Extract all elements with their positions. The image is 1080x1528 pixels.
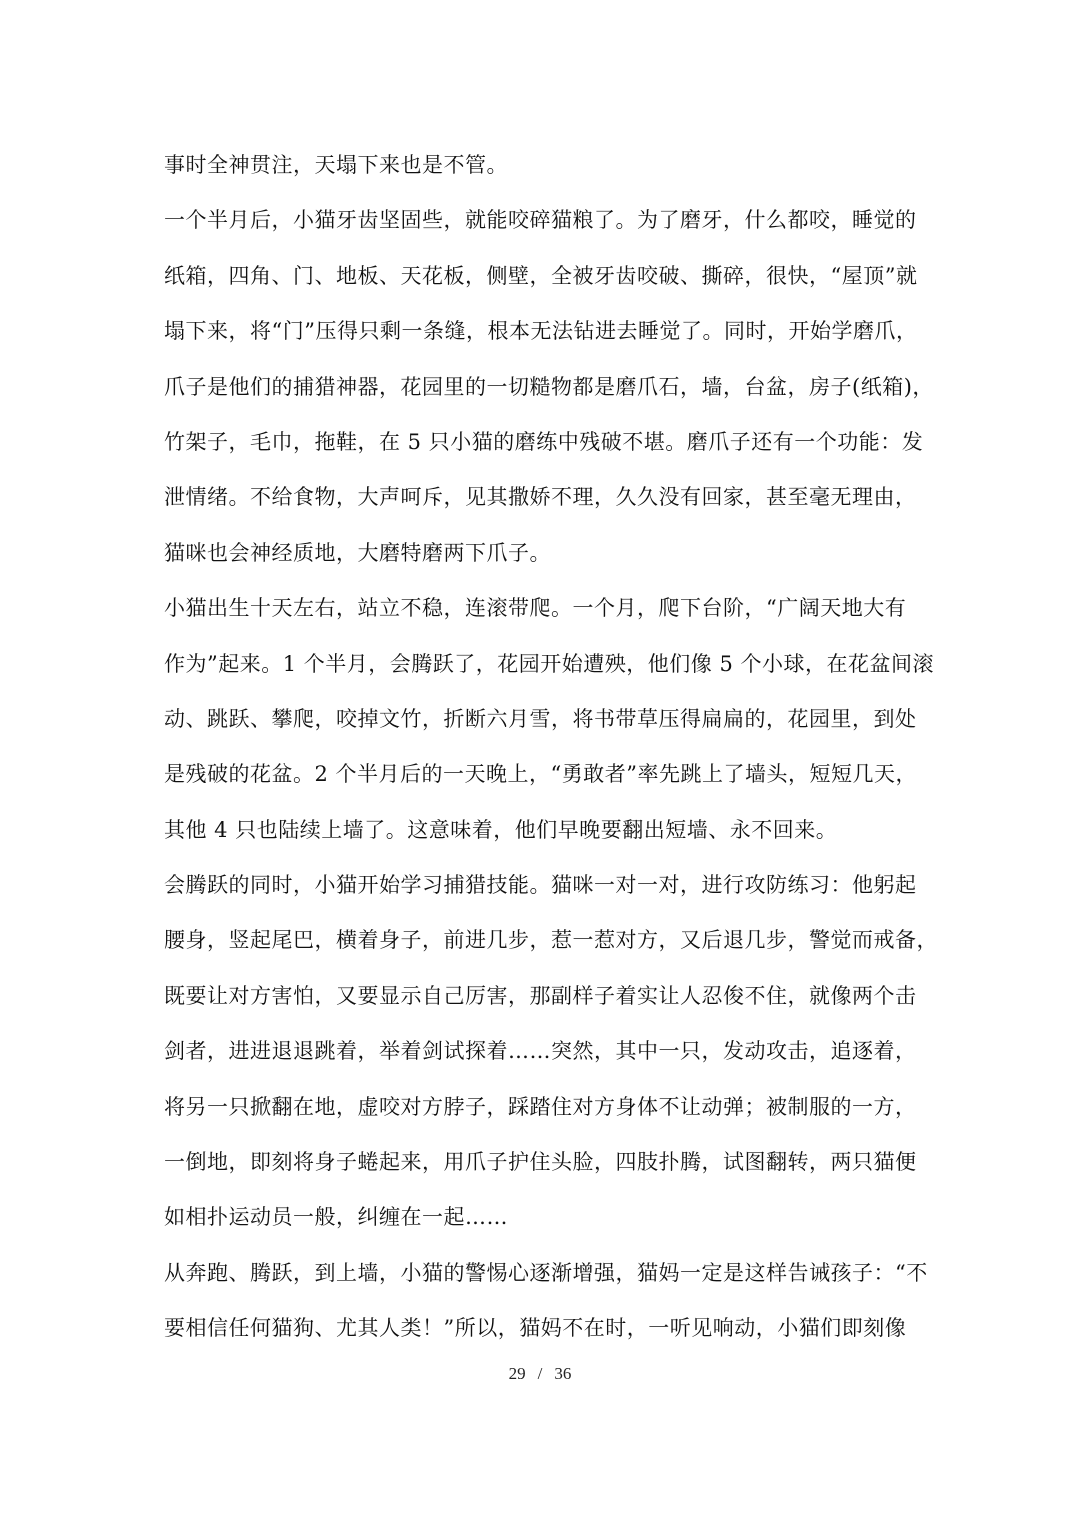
text-line: 作为”起来。1 个半月，会腾跃了，花园开始遭殃，他们像 5 个小球，在花盆间滚 bbox=[164, 651, 934, 676]
text-line: 猫咪也会神经质地，大磨特磨两下爪子。 bbox=[164, 540, 551, 565]
text-line: 爪子是他们的捕猎神器，花园里的一切糙物都是磨爪石，墙，台盆，房子(纸箱)， bbox=[164, 374, 934, 399]
text-line: 纸箱，四角、门、地板、天花板，侧壁，全被牙齿咬破、撕碎，很快，“屋顶”就 bbox=[164, 263, 918, 288]
text-line: 其他 4 只也陆续上墙了。这意味着，他们早晚要翻出短墙、永不回来。 bbox=[164, 817, 838, 842]
text-line: 塌下来，将“门”压得只剩一条缝，根本无法钻进去睡觉了。同时，开始学磨爪， bbox=[164, 319, 918, 344]
text-line: 动、跳跃、攀爬，咬掉文竹，折断六月雪，将书带草压得扁扁的，花园里，到处 bbox=[164, 706, 917, 731]
text-line: 小猫出生十天左右，站立不稳，连滚带爬。一个月，爬下台阶，“广阔天地大有 bbox=[164, 596, 907, 621]
page-number bbox=[0, 1364, 1080, 1384]
text-line: 剑者，进进退退跳着，举着剑试探着……突然，其中一只，发动攻击，追逐着， bbox=[164, 1039, 917, 1064]
text-line: 是残破的花盆。2 个半月后的一天晚上，“勇敢者”率先跳上了墙头，短短几天， bbox=[164, 762, 918, 787]
total-pages: 36 bbox=[554, 1364, 572, 1383]
page-separator: / bbox=[537, 1364, 543, 1383]
text-line: 一倒地，即刻将身子蜷起来，用爪子护住头脸，四肢扑腾，试图翻转，两只猫便 bbox=[164, 1150, 917, 1175]
text-line: 一个半月后，小猫牙齿坚固些，就能咬碎猫粮了。为了磨牙，什么都咬，睡觉的 bbox=[164, 208, 917, 233]
text-line: 事时全神贯注，天塌下来也是不管。 bbox=[164, 153, 508, 177]
text-line: 既要让对方害怕，又要显示自己厉害，那副样子着实让人忍俊不住，就像两个击 bbox=[164, 983, 917, 1008]
text-line: 从奔跑、腾跃，到上墙，小猫的警惕心逐渐增强，猫妈一定是这样告诫孩子：“不 bbox=[164, 1260, 928, 1285]
text-line: 如相扑运动员一般，纠缠在一起…… bbox=[164, 1205, 508, 1230]
body-text bbox=[164, 138, 938, 1357]
text-line: 腰身，竖起尾巴，横着身子，前进几步，惹一惹对方，又后退几步，警觉而戒备， bbox=[164, 928, 938, 953]
text-line: 竹架子，毛巾，拖鞋，在 5 只小猫的磨练中残破不堪。磨爪子还有一个功能：发 bbox=[164, 429, 924, 454]
text-line: 将另一只掀翻在地，虚咬对方脖子，踩踏住对方身体不让动弹；被制服的一方， bbox=[164, 1094, 917, 1119]
current-page: 29 bbox=[508, 1364, 526, 1383]
text-line: 泄情绪。不给食物，大声呵斥，见其撒娇不理，久久没有回家，甚至毫无理由， bbox=[164, 485, 917, 510]
text-line: 会腾跃的同时，小猫开始学习捕猎技能。猫咪一对一对，进行攻防练习：他躬起 bbox=[164, 873, 917, 898]
text-line: 要相信任何猫狗、尤其人类！”所以，猫妈不在时，一听见响动，小猫们即刻像 bbox=[164, 1316, 907, 1341]
